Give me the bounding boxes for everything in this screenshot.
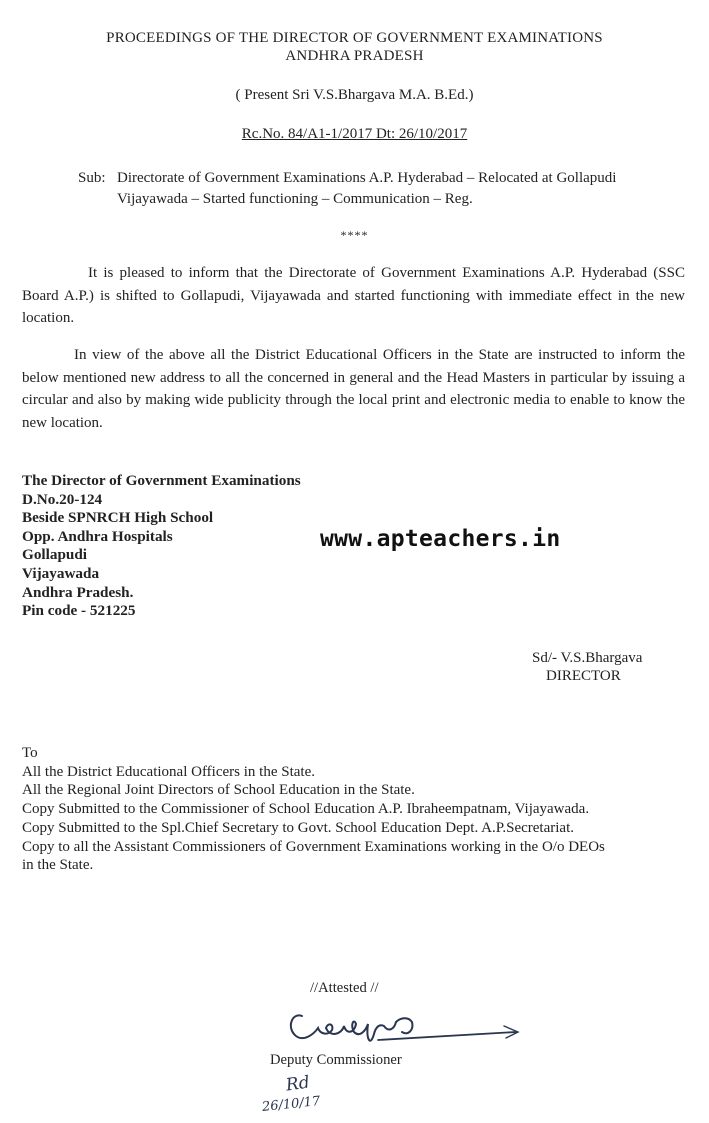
address-block xyxy=(22,472,301,621)
handwritten-date: 26/10/17 xyxy=(261,1093,322,1116)
subject-label: Sub: xyxy=(78,170,106,186)
signatory-title: DIRECTOR xyxy=(546,668,621,684)
website-watermark: www.apteachers.in xyxy=(320,526,561,552)
state-heading: ANDHRA PRADESH xyxy=(285,48,424,64)
address-line: Andhra Pradesh. xyxy=(22,583,134,601)
attested-label: //Attested // xyxy=(310,980,379,996)
address-line: Beside SPNRCH High School xyxy=(22,509,214,527)
subject-line-1: Directorate of Government Examinations A.P. Hyderabad – Relocated at Gollapudi xyxy=(117,170,617,186)
recipient-line: All the District Educational Officers in the State. xyxy=(22,763,315,780)
address-line: Vijayawada xyxy=(22,564,100,582)
handwritten-initials: Rd xyxy=(284,1072,311,1096)
handwritten-signature xyxy=(284,994,524,1056)
recipients-list xyxy=(22,744,605,875)
subject-line-2: Vijayawada – Started functioning – Communication – Reg. xyxy=(117,191,473,207)
separator-stars: **** xyxy=(340,228,369,242)
to-label: To xyxy=(22,745,38,761)
address-line: D.No.20-124 xyxy=(22,490,103,508)
paragraph-2: In view of the above all the District Educational Officers in the State are instructed to inform the below mentioned new address to all the concerned in general and the Head Masters in particular by issuing a circular and also by making wide publicity through the local print and electronic media to enable to know the new location. xyxy=(22,347,685,431)
present-line: ( Present Sri V.S.Bhargava M.A. B.Ed.) xyxy=(235,87,474,103)
recipient-line: All the Regional Joint Directors of School Education in the State. xyxy=(22,782,415,799)
address-line: Opp. Andhra Hospitals xyxy=(22,527,173,545)
address-line: Pin code - 521225 xyxy=(22,602,136,620)
address-line: The Director of Government Examinations xyxy=(22,472,301,489)
proceedings-heading: PROCEEDINGS OF THE DIRECTOR OF GOVERNMENT EXAMINATIONS xyxy=(106,30,603,46)
address-line: Gollapudi xyxy=(22,546,87,564)
signatory-name: Sd/- V.S.Bhargava xyxy=(532,650,643,666)
recipient-line: Copy Submitted to the Commissioner of School Education A.P. Ibraheempatnam, Vijayawada. xyxy=(22,801,590,818)
reference-number: Rc.No. 84/A1-1/2017 Dt: 26/10/2017 xyxy=(241,126,468,142)
recipient-line: in the State. xyxy=(22,857,94,874)
deputy-commissioner-label: Deputy Commissioner xyxy=(270,1052,402,1068)
paragraph-1: It is pleased to inform that the Directorate of Government Examinations A.P. Hyderabad (SSC Board A.P.) is shifted to Gollapudi, Vijayawada and started functioning with immediate effect in the new location. xyxy=(22,265,685,326)
recipient-line: Copy to all the Assistant Commissioners of Government Examinations working in the O/o DEOs xyxy=(22,838,605,855)
recipient-line: Copy Submitted to the Spl.Chief Secretary to Govt. School Education Dept. A.P.Secretariat. xyxy=(22,819,574,836)
